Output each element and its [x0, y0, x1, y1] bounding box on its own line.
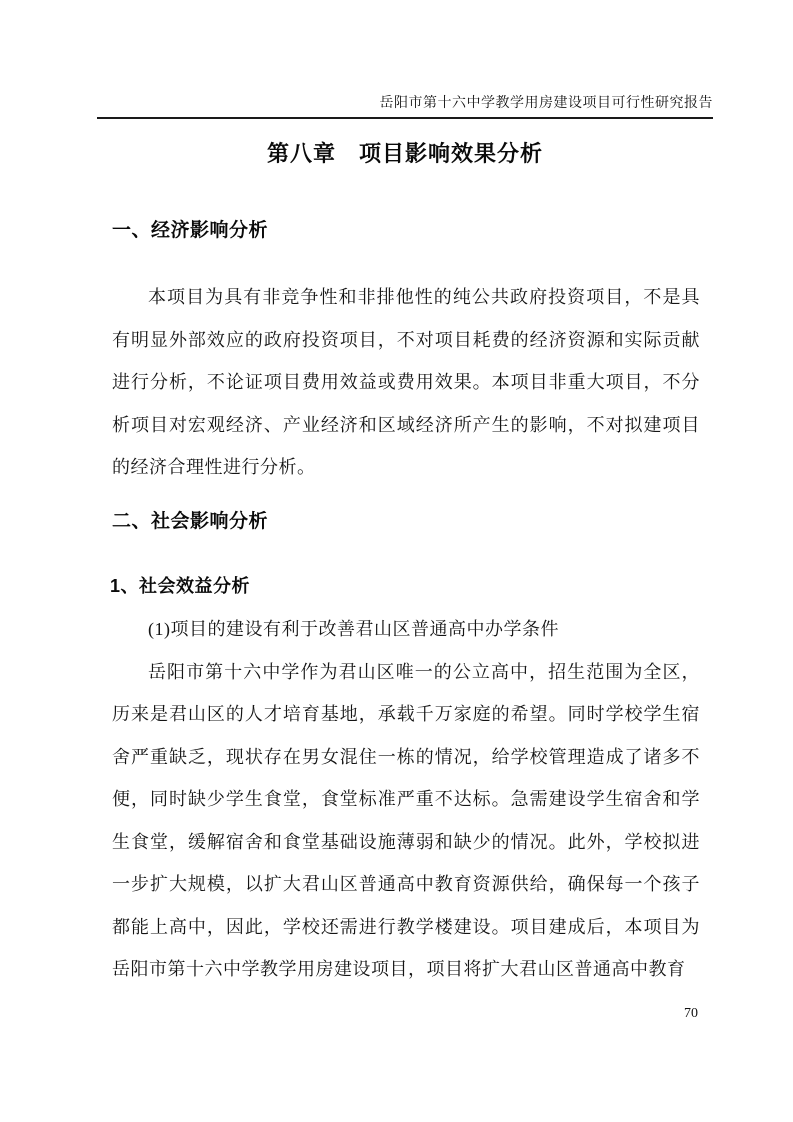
chapter-title: 第八章 项目影响效果分析 — [266, 141, 543, 166]
section-heading-social-impact: 二、社会影响分析 — [112, 511, 269, 532]
social-benefit-paragraph: 岳阳市第十六中学作为君山区唯一的公立高中，招生范围为全区，历来是君山区的人才培育基地，承载千万家庭的希望。同时学校学生宿舍严重缺乏，现状存在男女混住一栋的情况，给学校管理造成了诸多不便，同时缺少学生食堂，食堂标准严重不达标。急需建设学生宿舍和学生食堂，缓解宿舍和食堂基础设施薄弱和缺少的情况。此外，学校拟进一步扩大规模，以扩大君山区普通高中教育资源供给，确保每一个孩子都能上高中，因此，学校还需进行教学楼建设。项目建成后，本项目为岳阳市第十六中学教学用房建设项目，项目将扩大君山区普通高中教育 — [112, 661, 700, 979]
section-heading-economic-impact: 一、经济影响分析 — [112, 220, 269, 241]
page-number: 70 — [684, 1006, 698, 1021]
page-header-running-title: 岳阳市第十六中学教学用房建设项目可行性研究报告 — [97, 94, 713, 119]
subsection-heading-social-benefit: 1、社会效益分析 — [110, 576, 251, 596]
economic-impact-paragraph-block — [112, 276, 700, 489]
social-benefit-point-title: (1)项目的建设有利于改善君山区普通高中办学条件 — [148, 619, 559, 639]
economic-impact-paragraph: 本项目为具有非竞争性和非排他性的纯公共政府投资项目，不是具有明显外部效应的政府投资项目，不对项目耗费的经济资源和实际贡献进行分析，不论证项目费用效益或费用效果。本项目非重大项目，不分析项目对宏观经济、产业经济和区域经济所产生的影响，不对拟建项目的经济合理性进行分析。 — [112, 287, 700, 477]
social-benefit-paragraph-block — [112, 608, 700, 991]
